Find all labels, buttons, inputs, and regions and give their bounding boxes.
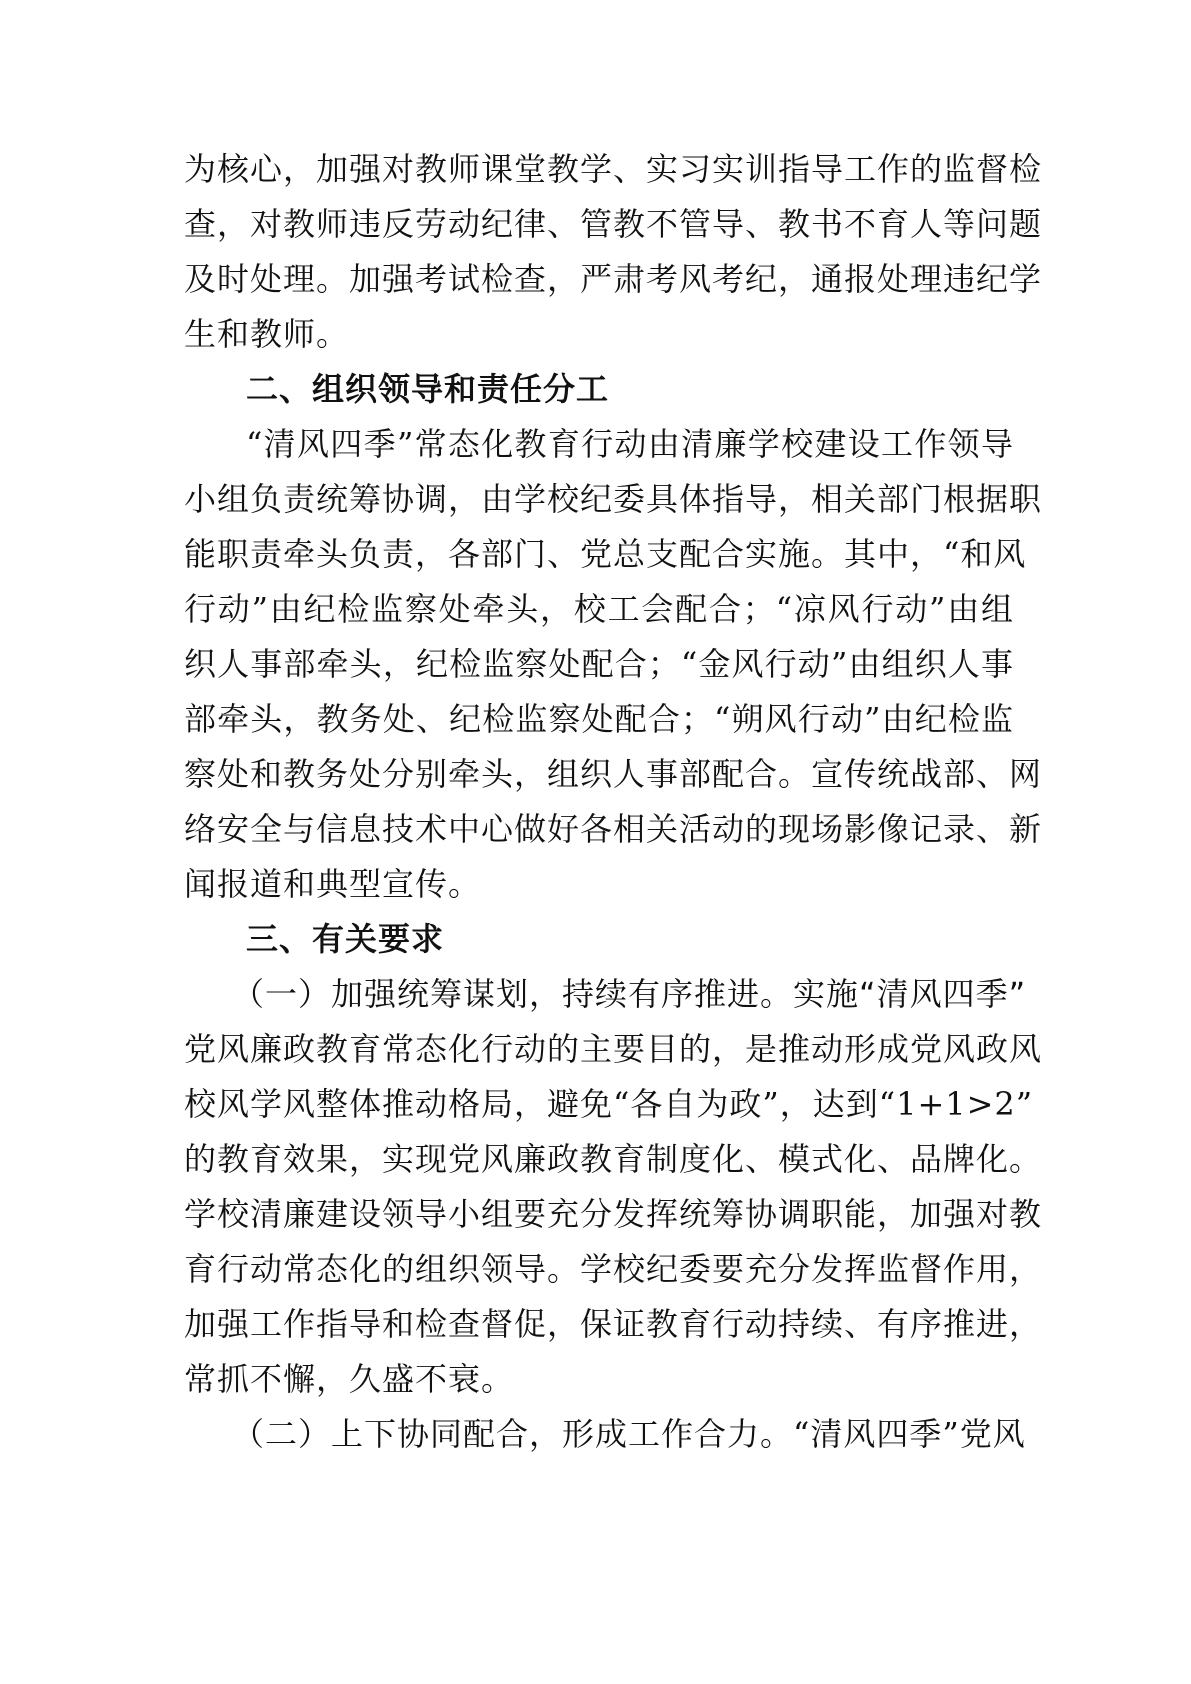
paragraph-line: 行动”由纪检监察处牵头，校工会配合；“凉风行动”由组 <box>184 590 1014 628</box>
paragraph-line: 察处和教务处分别牵头，组织人事部配合。宣传统战部、网 <box>184 755 1043 793</box>
paragraph-line: （二）上下协同配合，形成工作合力。“清风四季”党风 <box>232 1415 1026 1453</box>
paragraph-line: “清风四季”常态化教育行动由清廉学校建设工作领导 <box>246 425 1014 463</box>
section-heading: 三、有关要求 <box>246 920 445 958</box>
paragraph-line: 闻报道和典型宣传。 <box>184 865 482 903</box>
paragraph-line: 为核心，加强对教师课堂教学、实习实训指导工作的监督检 <box>184 150 1043 188</box>
paragraph-line: 校风学风整体推动格局，避免“各自为政”，达到“1+1>2” <box>184 1085 1034 1123</box>
paragraph-line: 党风廉政教育常态化行动的主要目的，是推动形成党风政风 <box>184 1030 1043 1068</box>
paragraph-line: 小组负责统筹协调，由学校纪委具体指导，相关部门根据职 <box>184 480 1043 518</box>
paragraph-line: 能职责牵头负责，各部门、党总支配合实施。其中，“和风 <box>184 535 1027 573</box>
paragraph-line: 常抓不懈，久盛不衰。 <box>184 1360 515 1398</box>
paragraph-line: 部牵头，教务处、纪检监察处配合；“朔风行动”由纪检监 <box>184 700 1014 738</box>
paragraph-line: 及时处理。加强考试检查，严肃考风考纪，通报处理违纪学 <box>184 260 1043 298</box>
paragraph-line: 织人事部牵头，纪检监察处配合；“金风行动”由组织人事 <box>184 645 1014 683</box>
paragraph-line: 生和教师。 <box>184 315 350 353</box>
paragraph-line: 加强工作指导和检查督促，保证教育行动持续、有序推进， <box>184 1305 1043 1343</box>
paragraph-line: 的教育效果，实现党风廉政教育制度化、模式化、品牌化。 <box>184 1140 1043 1178</box>
paragraph-line: 学校清廉建设领导小组要充分发挥统筹协调职能，加强对教 <box>184 1195 1043 1233</box>
paragraph-line: 育行动常态化的组织领导。学校纪委要充分发挥监督作用， <box>184 1250 1043 1288</box>
paragraph-line: 络安全与信息技术中心做好各相关活动的现场影像记录、新 <box>184 810 1043 848</box>
section-heading: 二、组织领导和责任分工 <box>246 370 610 408</box>
paragraph-line: （一）加强统筹谋划，持续有序推进。实施“清风四季” <box>232 975 1027 1013</box>
paragraph-line: 查，对教师违反劳动纪律、管教不管导、教书不育人等问题 <box>184 205 1043 243</box>
